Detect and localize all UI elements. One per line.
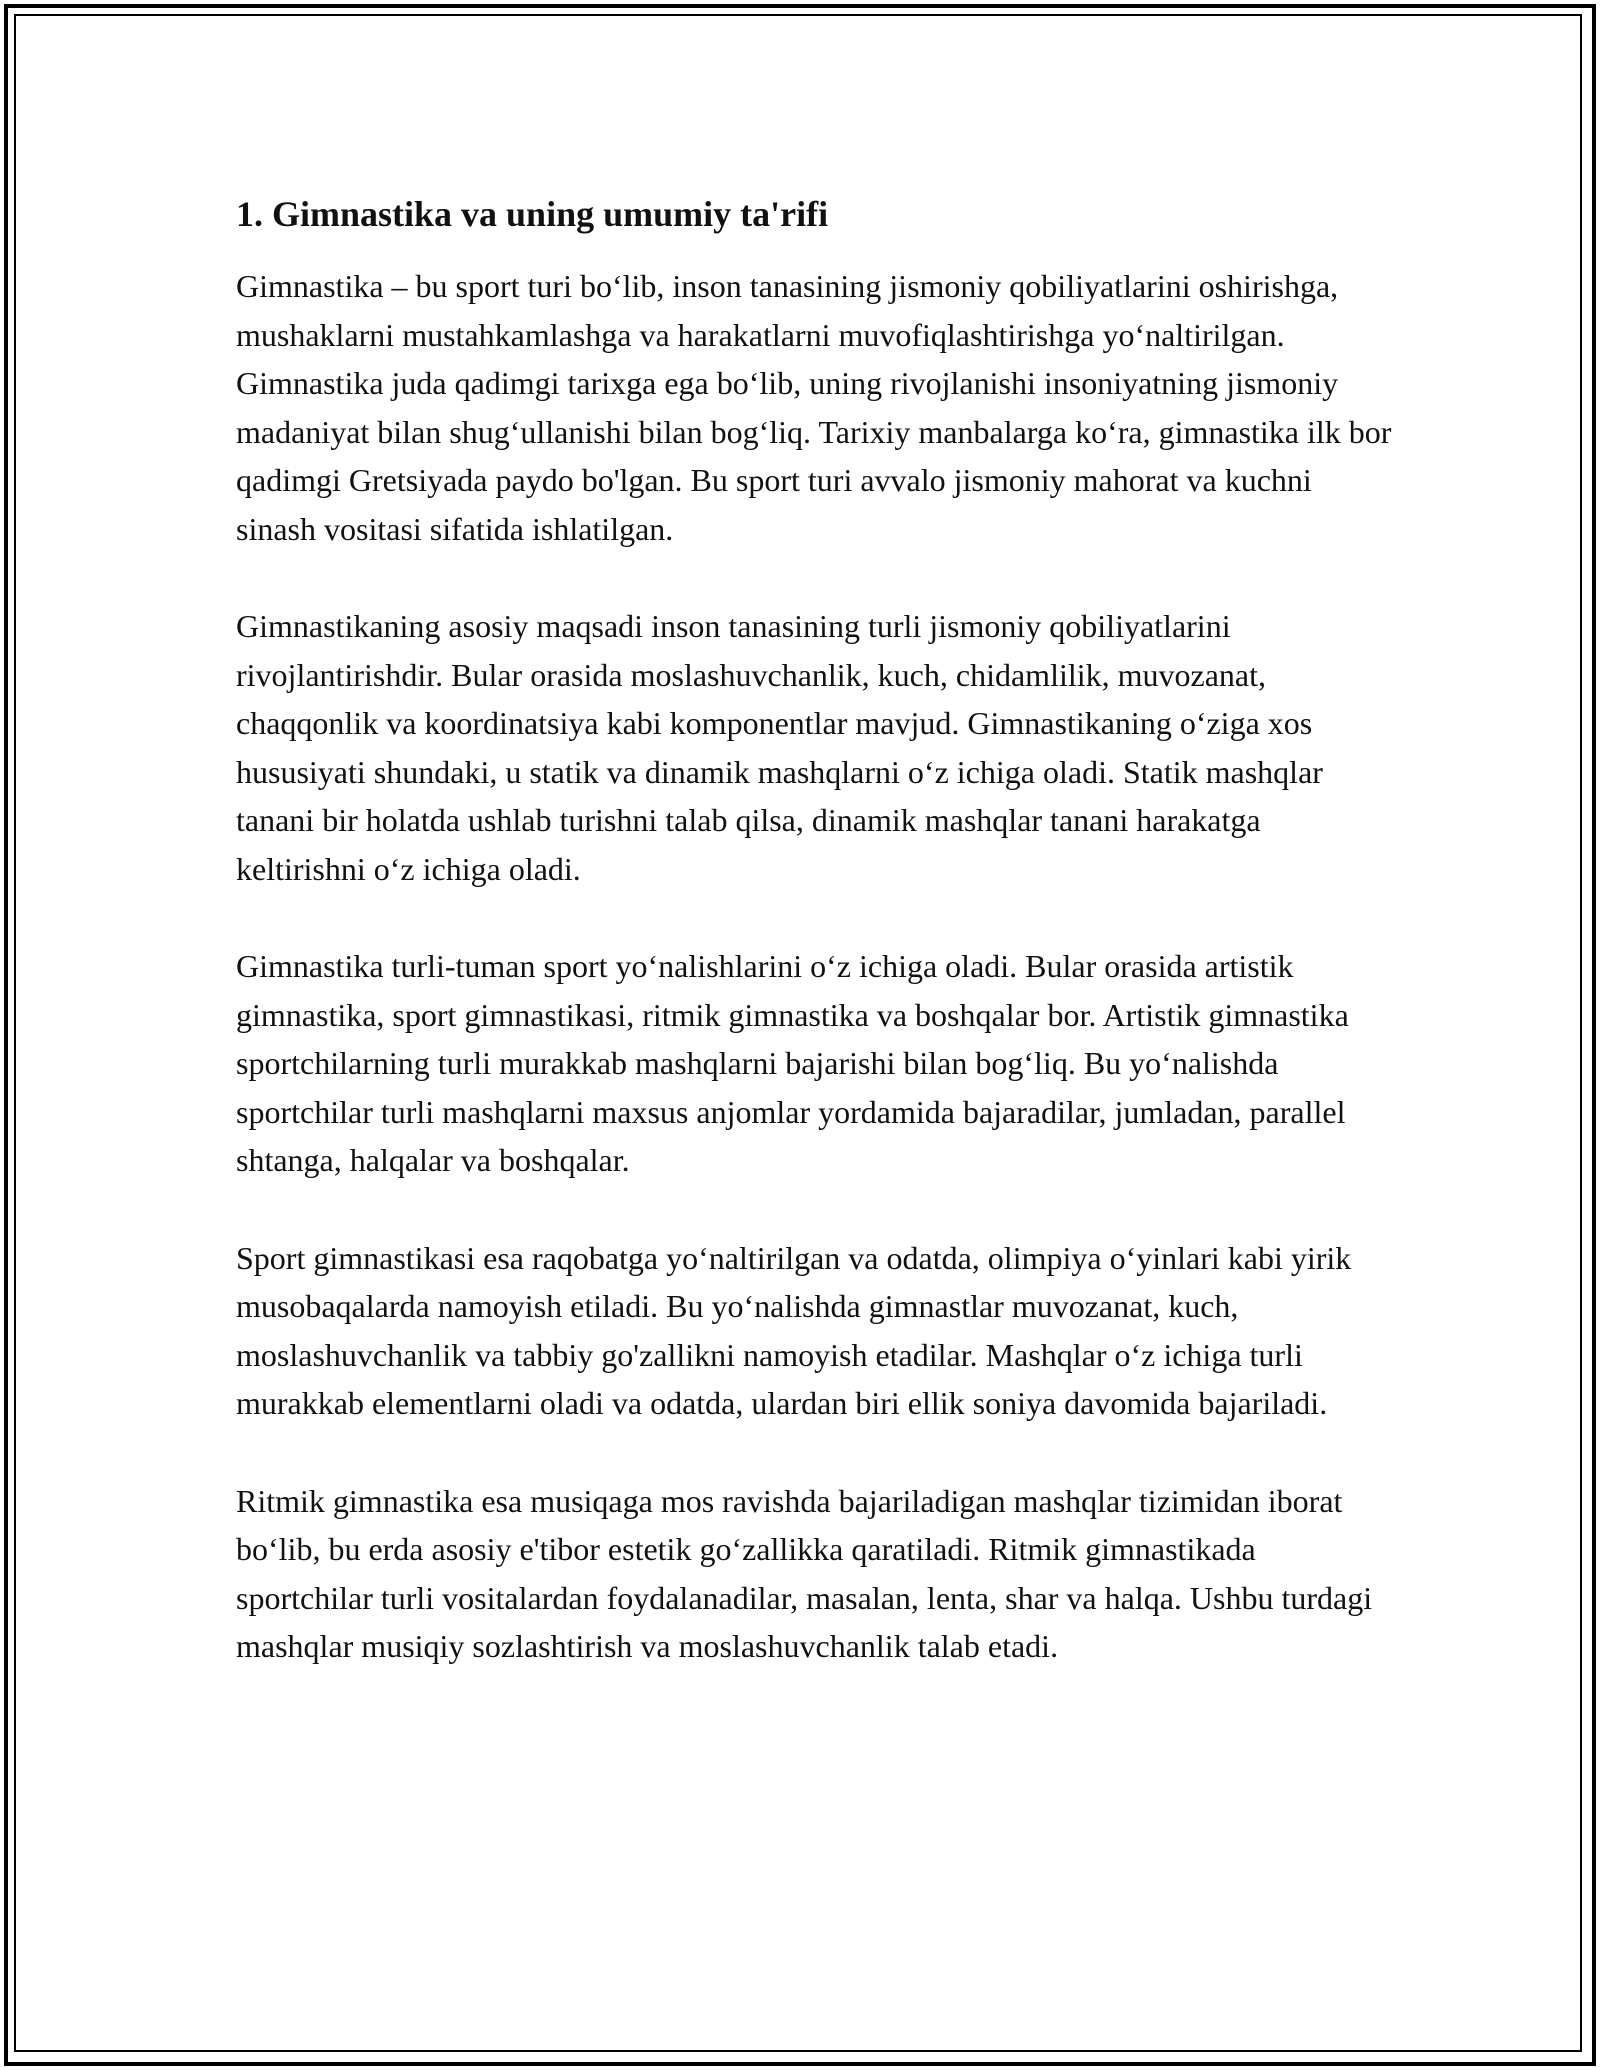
paragraph-4: Sport gimnastikasi esa raqobatga yo‘naltirilgan va odatda, olimpiya o‘yinlari kabi yirik musobaqalarda namoyish etiladi. Bu yo‘nalishda gimnastlar muvozanat, kuch, moslashuvchanlik va tabbiy go'zallikni namoyish etadilar. Mashqlar o‘z ichiga turli murakkab elementlarni oladi va odatda, ulardan biri ellik soniya davomida bajariladi. bbox=[236, 1239, 1352, 1421]
paragraph-5: Ritmik gimnastika esa musiqaga mos ravishda bajariladigan mashqlar tizimidan iborat bo‘lib, bu erda asosiy e'tibor estetik go‘zallikka qaratiladi. Ritmik gimnastikada sportchilar turli vositalardan foydalanadilar, masalan, lenta, shar va halqa. Ushbu turdagi mashqlar musiqiy sozlashtirish va moslashuvchanlik talab etadi. bbox=[236, 1482, 1373, 1664]
document-body bbox=[236, 186, 1396, 1720]
paragraph-2: Gimnastikaning asosiy maqsadi inson tanasining turli jismoniy qobiliyatlarini rivojlantirishdir. Bular orasida moslashuvchanlik, kuch, chidamlilik, muvozanat, chaqqonlik va koordinatsiya kabi komponentlar mavjud. Gimnastikaning o‘ziga xos hususiyati shundaki, u statik va dinamik mashqlarni o‘z ichiga oladi. Statik mashqlar tanani bir holatda ushlab turishni talab qilsa, dinamik mashqlar tanani harakatga keltirishni o‘z ichiga oladi. bbox=[236, 608, 1323, 887]
paragraph-1: Gimnastika – bu sport turi bo‘lib, inson tanasining jismoniy qobiliyatlarini oshirishga, mushaklarni mustahkamlashga va harakatlarni muvofiqlashtirishga yo‘naltirilgan. Gimnastika juda qadimgi tarixga ega bo‘lib, uning rivojlanishi insoniyatning jismoniy madaniyat bilan shug‘ullanishi bilan bog‘liq. Tarixiy manbalarga ko‘ra, gimnastika ilk bor qadimgi Gretsiyada paydo bo'lgan. Bu sport turi avvalo jismoniy mahorat va kuchni sinash vositasi sifatida ishlatilgan. bbox=[236, 268, 1392, 547]
paragraph-3: Gimnastika turli-tuman sport yo‘nalishlarini o‘z ichiga oladi. Bular orasida artistik gimnastika, sport gimnastikasi, ritmik gimnastika va boshqalar bor. Artistik gimnastika sportchilarning turli murakkab mashqlarni bajarishi bilan bog‘liq. Bu yo‘nalishda sportchilar turli mashqlarni maxsus anjomlar yordamida bajaradilar, jumladan, parallel shtanga, halqalar va boshqalar. bbox=[236, 948, 1349, 1178]
section-heading: 1. Gimnastika va uning umumiy ta'rifi bbox=[236, 194, 829, 234]
